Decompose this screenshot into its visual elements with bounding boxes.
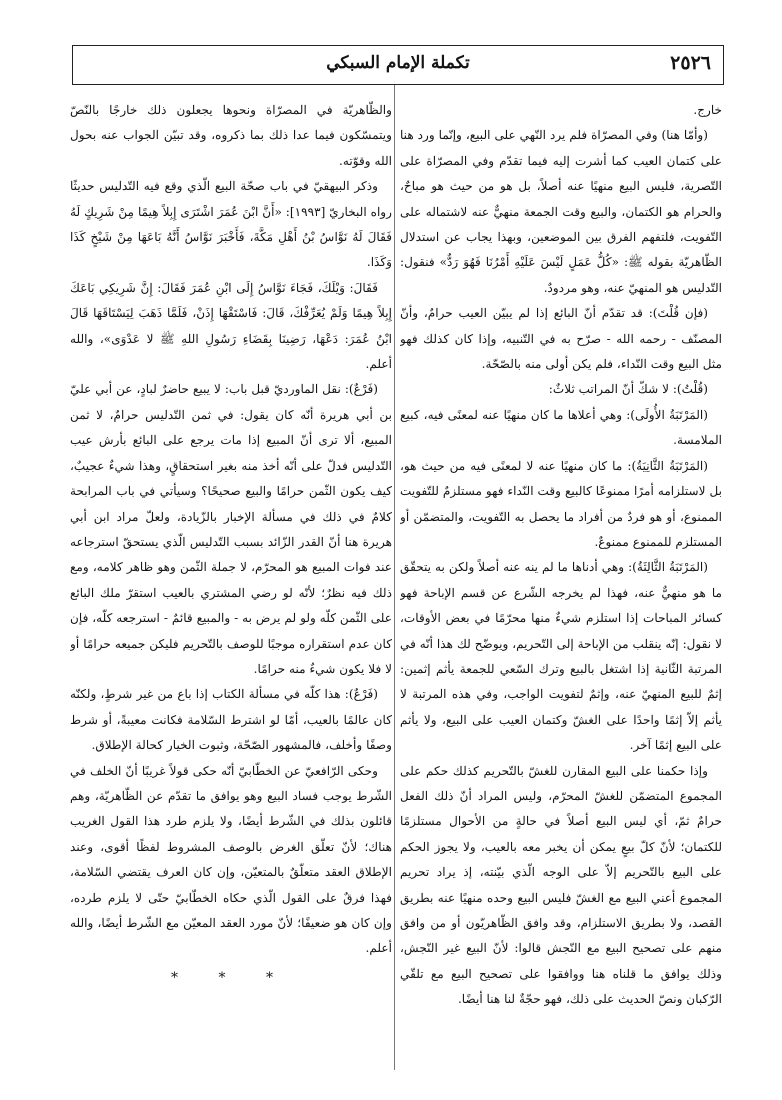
paragraph: وذكر البيهقيّ في باب صحّة البيع الّذي وقع فيه التّدليس حديثًا رواه البخاريّ [١٩٩٣]: «أَنَّ ابْنَ عُمَرَ اشْتَرَى إِبِلاً هِيمًا مِنْ شَرِيكٍ لَهُ فَقَالَ لَهُ نَوَّاسُ بْنُ أَهْلِ مَكَّةَ، فَأَخْبَرَ نَوَّاسُ أَنَّهُ بَاعَهَا مِنْ شَيْخٍ كَذَا وَكَذَا.	[70, 179, 392, 270]
page-number: ٢٥٢٦	[670, 52, 711, 74]
paragraph: وإذا حكمنا على البيع المقارن للغشّ بالتّحريم كذلك حكم على المجموع المتضمّن للغشّ المحرّم، وليس المراد أنّ ذلك الفعل حرامٌ ثمّ، أي ليس البيع أصلاً في حالةٍ من الأحوال مستلزمًا للكتمان؛ لأنّ كلّ بيعٍ يمكن أن يخبر معه بالعيب، ولا يجوز الحكم على البيع بالتّحريم إلاّ على الوجه الّذي بيّنته، إذ يراد تحريم المجموع أعني البيع مع الغشّ فليس البيع وحده منهيًا عنه بطريق القصد، ولا بطريق الاستلزام، وقد وافق الظّاهريّون أو من وافق منهم على تصحيح البيع مع النّجش قالوا: لأنّ البيع غير النّجش، وذلك يوافق ما قلناه هنا ووافقوا على تصحيح البيع مع تلقّي الرّكبان ونصّ الحديث على ذلك، فهو حجّةٌ لنا هنا أيضًا.	[400, 763, 722, 1007]
running-header	[72, 45, 724, 85]
paragraph: (فإن قُلْتَ): قد تقدّم أنّ البائع إذا لم يبيّن العيب حرامٌ، وأنّ المصنّف - رحمه الله - صرّح به في التّنبيه، وإذا كان كذلك فهو مثل البيع وقت النّداء، فلم يكن أولى منه بالصّحّة.	[400, 306, 722, 372]
paragraph: (المَرْتَبَةُ الثَّانِيَةُ): ما كان منهيًا عنه لا لمعنًى فيه من حيث هو، بل لاستلزامه أمرًا ممنوعًا كالبيع وقت النّداء فهو مستلزمٌ للتّفويت الممنوع، أو هو فردٌ من أفراد ما يحصل به التّفويت، والمتضمّن أو المستلزم للممنوع ممنوعٌ.	[400, 458, 722, 549]
paragraph: خارج.	[693, 103, 722, 117]
paragraph: (فَرْعٌ): هذا كلّه في مسألة الكتاب إذا باع من غير شرطٍ، ولكنّه كان عالمًا بالعيب، أمّا لو اشترط السّلامة فكانت معيبةً، أو شرط وصفًا وأخلف، فالمشهور الصّحّة، وثبوت الخيار كحالة الإطلاق.	[70, 687, 392, 753]
section-separator: * * *	[171, 969, 291, 986]
paragraph: والظّاهريّة في المصرّاة ونحوها يجعلون ذلك خارجًا بالنّصّ ويتمسّكون فيما عدا ذلك بما ذكروه، وقد تبيّن الجواب عنه بحول الله وقوّته.	[70, 103, 392, 168]
paragraph: (وأمّا هنا) وفي المصرّاة فلم يرد النّهي على البيع، وإنّما ورد هنا على كتمان العيب كما أشرت إليه فيما تقدّم وفي المصرّاة على التّصرية، فليس البيع منهيًا عنه أصلاً، بل هو من حيث هو مباحٌ، والحرام هو الكتمان، والبيع وقت الجمعة منهيٌّ عنه لاشتماله على التّفويت، فلتفهم الفرق بين الموضعين، وبهذا يجاب عن استدلال الظّاهريّة بقوله ﷺ: «كُلُّ عَمَلٍ لَيْسَ عَلَيْهِ أَمْرُنَا فَهُوَ رَدٌّ» فنقول: التّدليس هو المنهيّ عنه، وهو مردودٌ.	[400, 128, 722, 295]
paragraph: (قُلْتُ): لا شكّ أنّ المراتب ثلاثٌ:	[548, 382, 708, 397]
right-column	[400, 98, 722, 1073]
paragraph: فَقَالَ: وَيْلَكَ، فَجَاءَ نَوَّاسُ إِلَى ابْنِ عُمَرَ فَقَالَ: إِنَّ شَرِيكِي بَاعَكَ إِبِلاً هِيمًا وَلَمْ يُعَرِّفْكَ، قَالَ: فَاسْتَقْهَا إِذَنْ، فَلَمَّا ذَهَبَ لِيَسْتَاقَهَا قَالَ ابْنُ عُمَرَ: دَعْهَا، رَضِينَا بِقَضَاءِ رَسُولِ اللهِ ﷺ لا عَدْوَى»، والله أعلم.	[70, 280, 392, 372]
left-column	[70, 98, 392, 1073]
paragraph: وحكى الرّافعيّ عن الخطّابيّ أنّه حكى قولاً غريبًا أنّ الخلف في الشّرط يوجب فساد البيع وهو يوافق ما تقدّم عن الظّاهريّة، وهم قائلون بذلك في الشّرط أيضًا، ولا يلزم طرد هذا القول الغريب هناك؛ لأنّ تعلّق الغرض بالوصف المشروط لفظًا أقوى، وعند الإطلاق العقد متعلّقٌ بالمتعيّن، وإن كان العرف يقتضي السّلامة، فهذا فرقٌ على القول الّذي حكاه الخطّابيّ حتّى لا يلزم طرده، وإن كان هو ضعيفًا؛ لأنّ مورد العقد المعيّن مع الشّرط أيضًا، والله أعلم.	[70, 763, 392, 956]
column-divider	[394, 85, 395, 1070]
paragraph: (المَرْتَبَةُ الأُولَى): وهي أعلاها ما كان منهيًا عنه لمعنًى فيه، كبيع الملامسة.	[400, 407, 722, 448]
paragraph: (المَرْتَبَةُ الثَّالِثَةُ): وهي أدناها ما لم ينه عنه أصلاً ولكن به يتحقّق ما هو منهيٌّ عنه، فهذا لم يخرجه الشّرع عن قسم الإباحة فهو كسائر المباحات إذا استلزم شيءٌ منها محرّمًا في بعض الأوقات، لا نقول: إنّه ينقلب من الإباحة إلى التّحريم، ويوضّح لك هذا أنّه في المرتبة الثّانية إذا اشتغل بالبيع وترك السّعي للجمعة يأثم إثمين: إثمٌ للبيع المنهيّ عنه، وإثمٌ لتفويت الواجب، وفي هذه المرتبة لا يأثم إلاّ إثمًا واحدًا على الغشّ وكتمان العيب على البيع، ولا يأثم على البيع إثمًا آخر.	[400, 560, 722, 753]
book-title: تكملة الإمام السبكي	[326, 53, 470, 73]
paragraph: (فَرْعٌ): نقل الماورديّ قبل باب: لا يبيع حاضرٌ لبادٍ، عن أبي عليّ بن أبي هريرة أنّه كان يقول: في ثمن التّدليس حرامٌ، لا ثمن المبيع، ألا ترى أنّ المبيع إذا مات يرجع على البائع بأرش عيب التّدليس فدلّ على أنّه أخذ منه بغير استحقاقٍ، وهذا شيءٌ عجيبٌ، كيف يكون الثّمن حرامًا والبيع صحيحًا؟ وسيأتي في باب المرابحة كلامٌ في ذلك في مسألة الإخبار بالزّيادة، ولعلّ مراد ابن أبي هريرة هنا أنّ القدر الزّائد بسبب التّدليس الّذي يستحقّ استرجاعه عند فوات المبيع هو المحرّم، لا جملة الثّمن وهو ظاهر كلامه، ومع ذلك فيه نظرٌ؛ لأنّه لو رضي المشتري بالعيب استقرّ ملك البائع على الثّمن كلّه ولو لم يرض به - والمبيع قائمٌ - استرجعه كلّه، فإن كان عدم استقراره موجبًا للوصف بالتّحريم فليكن جميعه حرامًا أو لا فلا يكون شيءٌ منه حرامًا.	[70, 382, 392, 676]
